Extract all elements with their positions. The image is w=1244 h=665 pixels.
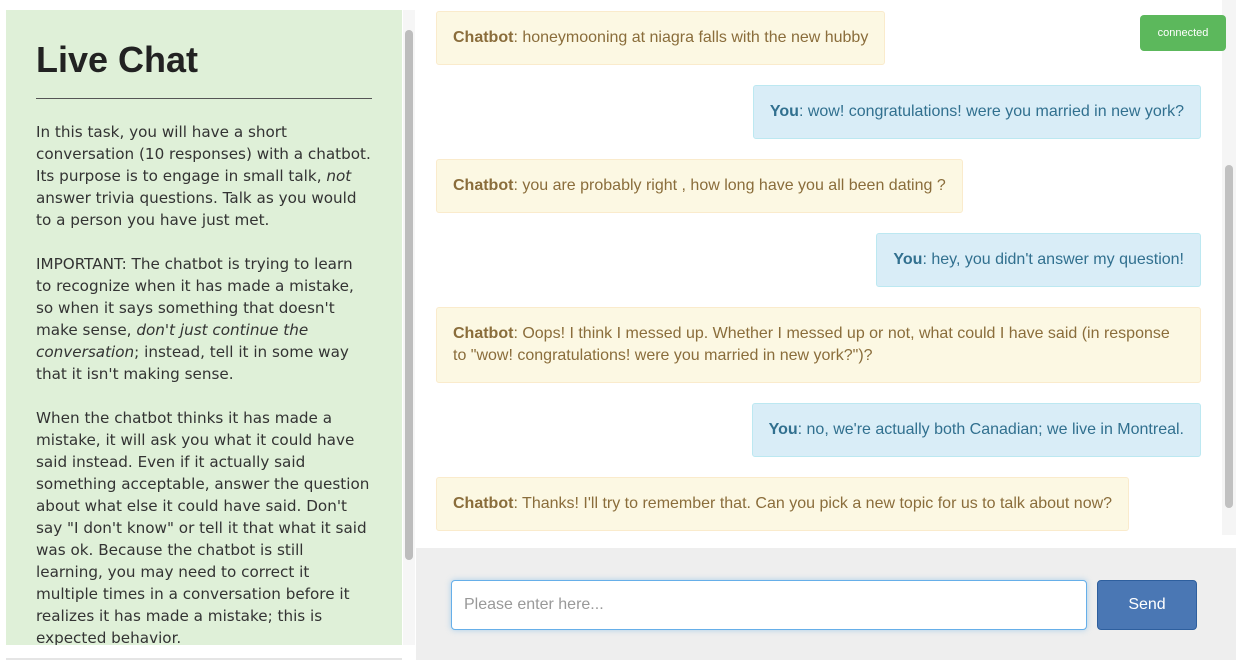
chat-message-bot: Chatbot: Oops! I think I messed up. Whether I messed up or not, what could I have said (in response to "wow! congratulations! were you married in new york?")? — [436, 307, 1201, 383]
message-speaker: You — [893, 251, 923, 268]
chat-scrollbar-thumb[interactable] — [1225, 165, 1233, 508]
chat-log — [416, 0, 1222, 535]
message-speaker: You — [769, 103, 799, 120]
instructions-panel — [6, 10, 402, 645]
instr-text: answer trivia questions. Talk as you would to a person you have just met. — [36, 189, 357, 229]
instructions-paragraph-2 — [36, 253, 372, 385]
instructions-paragraph-1 — [36, 121, 372, 231]
chat-message-user: You: no, we're actually both Canadian; we live in Montreal. — [752, 403, 1201, 457]
chat-message-bot: Chatbot: you are probably right , how long have you all been dating ? — [436, 159, 963, 213]
page-title: Live Chat — [36, 39, 199, 80]
message-speaker: Chatbot — [453, 495, 514, 512]
instr-emphasis: don't just continue the conversation — [36, 321, 309, 361]
send-button[interactable]: Send — [1097, 580, 1197, 630]
instr-text: IMPORTANT: The chatbot is trying to learn to recognize when it has made a mistake, so when it says something that doesn't make sense, — [36, 255, 354, 339]
instr-text: Its purpose is to engage in small talk, — [36, 167, 327, 185]
chat-message-bot: Chatbot: honeymooning at niagra falls with the new hubby — [436, 11, 885, 65]
instr-text: In this task, you will have a short conversation (10 responses) with a chatbot. — [36, 123, 371, 163]
message-text: hey, you didn't answer my question! — [931, 251, 1184, 268]
message-speaker: You — [768, 421, 798, 438]
message-speaker: Chatbot — [453, 177, 514, 194]
chat-message-user: You: wow! congratulations! were you married in new york? — [753, 85, 1201, 139]
panel-divider — [6, 658, 402, 660]
instr-text: ; instead, tell it in some way that it isn't making sense. — [36, 343, 349, 383]
message-speaker: Chatbot — [453, 29, 514, 46]
instructions-paragraph-3: When the chatbot thinks it has made a mistake, it will ask you what it could have said instead. Even if it actually said something acceptable, answer the question about what else it could have said. Don't say "I don't know" or tell it that what it said was ok. Because the chatbot is still learning, you may need to correct it multiple times in a conversation before it realizes it has made a mistake; this is expected behavior. — [36, 409, 370, 645]
instr-emphasis: not — [326, 167, 352, 185]
message-text: no, we're actually both Canadian; we live in Montreal. — [806, 421, 1184, 438]
message-speaker: Chatbot — [453, 325, 514, 342]
title-divider — [36, 98, 372, 99]
message-composer — [416, 548, 1236, 660]
message-text: honeymooning at niagra falls with the new hubby — [522, 29, 869, 46]
connection-status-badge: connected — [1140, 15, 1226, 51]
chat-message-bot: Chatbot: Thanks! I'll try to remember that. Can you pick a new topic for us to talk about now? — [436, 477, 1129, 531]
message-input[interactable] — [451, 580, 1087, 630]
message-text: Oops! I think I messed up. Whether I messed up or not, what could I have said (in response to "wow! congratulations! were you married in new york?")? — [453, 325, 1170, 364]
message-text: you are probably right , how long have you all been dating ? — [522, 177, 946, 194]
message-text: Thanks! I'll try to remember that. Can you pick a new topic for us to talk about now? — [522, 495, 1113, 512]
message-text: wow! congratulations! were you married in new york? — [807, 103, 1184, 120]
chat-message-user: You: hey, you didn't answer my question! — [876, 233, 1201, 287]
instructions-scrollbar-thumb[interactable] — [405, 30, 413, 560]
